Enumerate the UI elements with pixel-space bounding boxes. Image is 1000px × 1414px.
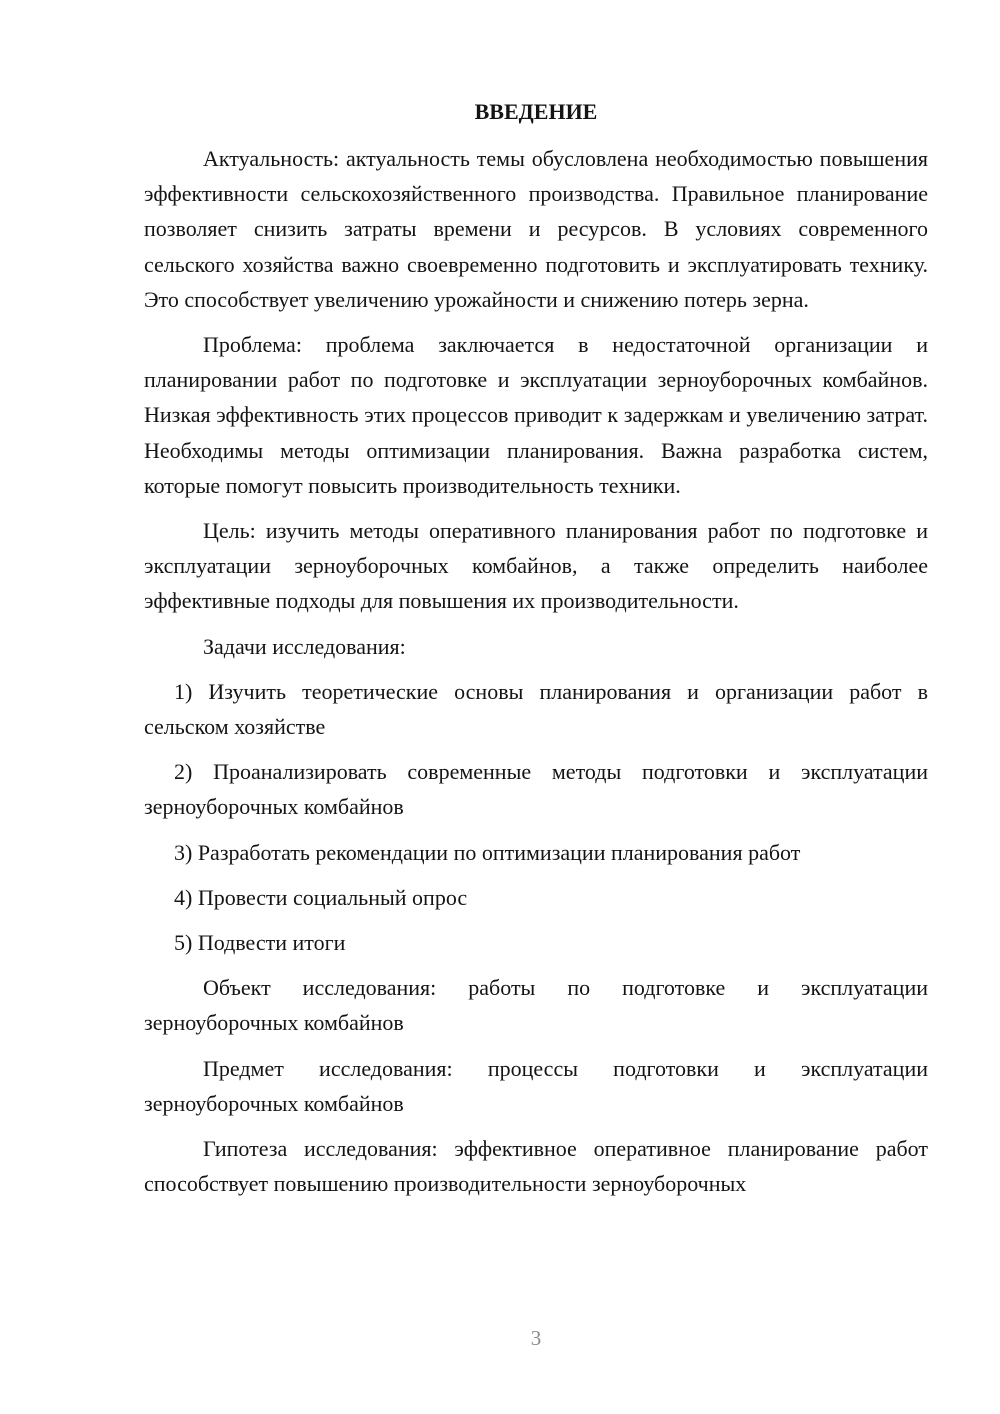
paragraph-goal: Цель: изучить методы оперативного планирования работ по подготовке и эксплуатации зерноуборочных комбайнов, а также определить наиболее эффективные подходы для повышения их производительности.: [144, 518, 928, 614]
paragraph-problem: Проблема: проблема заключается в недостаточной организации и планировании работ по подготовке и эксплуатации зерноуборочных комбайнов. Низкая эффективность этих процессов приводит к задержкам и увеличению затрат. Необходимы методы оптимизации планирования. Важна разработка систем, которые помогут повысить производительность техники.: [144, 332, 928, 498]
list-item-task-1: 1) Изучить теоретические основы планирования и организации работ в сельском хозяйстве: [144, 678, 928, 740]
list-item-task-3: 3) Разработать рекомендации по оптимизации планирования работ: [174, 839, 801, 865]
paragraph-subject: Предмет исследования: процессы подготовки и эксплуатации зерноуборочных комбайнов: [144, 1055, 928, 1116]
paragraph-object: Объект исследования: работы по подготовке и эксплуатации зерноуборочных комбайнов: [144, 975, 928, 1036]
paragraph-relevance: Актуальность: актуальность темы обусловлена необходимостью повышения эффективности сельскохозяйственного производства. Правильное планирование позволяет снизить затраты времени и ресурсов. В условиях современного сельского хозяйства важно своевременно подготовить и эксплуатировать технику. Это способствует увеличению урожайности и снижению потерь зерна.: [144, 146, 928, 312]
paragraph-hypothesis: Гипотеза исследования: эффективное оперативное планирование работ способствует повышению производительности зерноуборочных: [144, 1136, 928, 1197]
page-number: 3: [530, 1326, 542, 1350]
paragraph-tasks-heading: Задачи исследования:: [203, 633, 406, 659]
section-title: ВВЕДЕНИЕ: [474, 99, 598, 124]
page-body: [144, 94, 928, 1211]
list-item-task-2: 2) Проанализировать современные методы подготовки и эксплуатации зерноуборочных комбайнов: [144, 759, 928, 820]
list-item-task-5: 5) Подвести итоги: [174, 930, 346, 956]
list-item-task-4: 4) Провести социальный опрос: [174, 884, 468, 910]
